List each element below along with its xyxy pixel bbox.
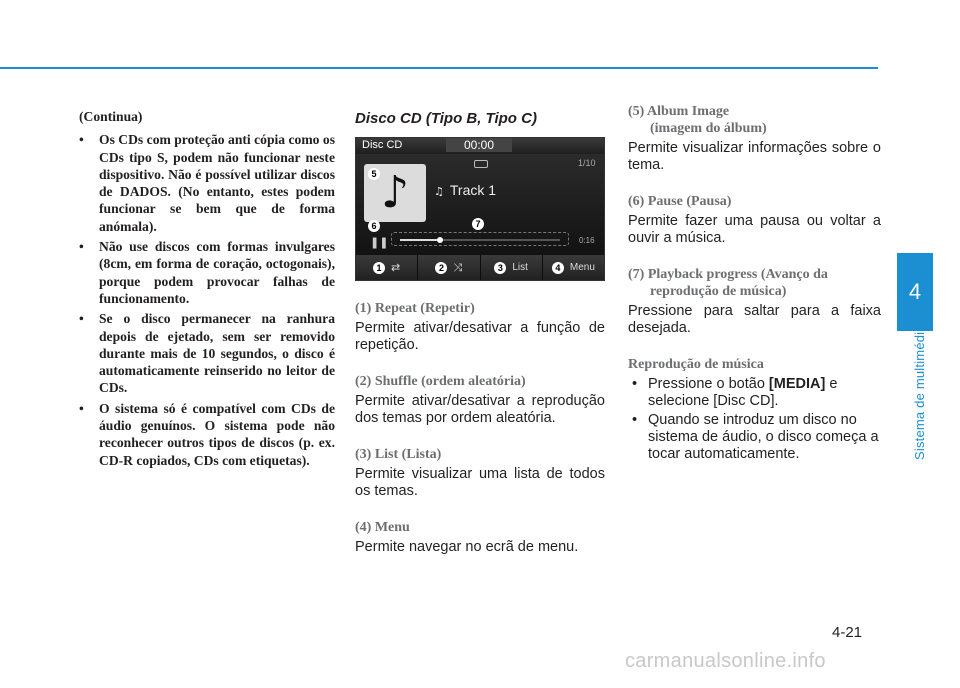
- item-title-line1: (7) Playback progress (Avanço da: [628, 267, 828, 282]
- marker-7: 7: [472, 218, 484, 230]
- middle-column: [355, 103, 605, 575]
- list-item: [628, 376, 881, 410]
- screen-body: [356, 154, 604, 256]
- screen-header: [356, 138, 604, 154]
- item-title-line2: (imagem do álbum): [650, 121, 767, 136]
- repeat-indicator-icon: [474, 160, 488, 168]
- header-rule: [0, 67, 878, 69]
- progress-knob[interactable]: [437, 237, 443, 243]
- item-description: Permite navegar no ecrã de menu.: [355, 539, 579, 555]
- section-heading: Disco CD (Tipo B, Tipo C): [355, 110, 537, 127]
- menu-button[interactable]: [543, 255, 604, 280]
- track-count: 1/10: [578, 158, 596, 168]
- repeat-icon: ⇄: [391, 261, 401, 274]
- item-title: (3) List (Lista): [355, 447, 442, 462]
- progress-track: [400, 239, 560, 241]
- item-description: Permite visualizar uma lista de todos os temas.: [355, 466, 605, 499]
- playback-progress[interactable]: [391, 232, 569, 246]
- marker-6: 6: [368, 220, 380, 232]
- playback-heading: Reprodução de música: [628, 357, 764, 372]
- bullet-text: Pressione o botão: [648, 376, 769, 392]
- item-title-line2: reprodução de música): [650, 284, 787, 299]
- watermark: carmanualsonline.info: [625, 650, 826, 672]
- bullet-text: e selecione [Disc CD].: [648, 376, 838, 409]
- item-description: Permite fazer uma pausa ou voltar a ouvir a música.: [628, 213, 881, 246]
- track-title-text: Track 1: [449, 182, 497, 198]
- button-number: 2: [435, 262, 447, 274]
- list-item: • Quando se introduz um disco no sistema de áudio, o disco começa a tocar automaticamente.: [628, 412, 881, 463]
- chapter-title-text: Sistema de multimédia: [912, 324, 927, 460]
- item-title-line1: (5) Album Image: [628, 104, 730, 119]
- item-description: Permite ativar/desativar a reprodução dos temas por ordem aleatória.: [355, 393, 605, 426]
- repeat-button[interactable]: [356, 255, 418, 280]
- item-description: Permite visualizar informações sobre o tema.: [628, 140, 881, 173]
- item-description: Pressione para saltar para a faixa desejada.: [628, 303, 881, 336]
- music-note-icon: ♪: [380, 167, 410, 218]
- cd-player-screen: [355, 137, 605, 281]
- page-number: 4-21: [832, 624, 863, 641]
- list-button[interactable]: [481, 255, 543, 280]
- list-item: • Se o disco permanecer na ranhura depois de ejetado, sem ser removido durante mais de 10 segundos, o disco é automaticamente reinserido no leitor de CDs.: [79, 310, 335, 396]
- item-title: (2) Shuffle (ordem aleatória): [355, 374, 526, 389]
- item-title: (4) Menu: [355, 520, 410, 535]
- continua-label: (Continua): [79, 109, 143, 124]
- left-column: [79, 103, 335, 472]
- shuffle-icon: ⤨: [453, 260, 463, 274]
- track-title: [434, 182, 496, 198]
- note-icon: ♫: [434, 185, 444, 198]
- source-label: Disc CD: [362, 139, 403, 151]
- chapter-number: 4: [908, 279, 922, 304]
- progress-fill: [400, 239, 440, 241]
- button-number: 3: [494, 262, 506, 274]
- list-item: • O sistema só é compatível com CDs de áudio genuínos. O sistema pode não reconhecer outros tipos de discos (p. ex. CD-R copiados, CDs com etiquetas).: [79, 400, 335, 469]
- item-title: [628, 103, 881, 137]
- elapsed-time: 0:16: [579, 236, 595, 245]
- list-label: List: [512, 262, 528, 273]
- screen-button-bar: [356, 255, 604, 280]
- button-number: 4: [552, 262, 564, 274]
- right-column: [628, 103, 881, 465]
- item-description: Permite ativar/desativar a função de repetição.: [355, 320, 605, 353]
- item-title: (6) Pause (Pausa): [628, 194, 732, 209]
- media-key-label: [MEDIA]: [768, 376, 826, 392]
- button-number: 1: [373, 262, 385, 274]
- chapter-title: [888, 315, 948, 465]
- marker-5: 5: [368, 168, 380, 180]
- list-item: • Os CDs com proteção anti cópia como os CDs tipo S, podem não funcionar neste dispositivo. Não é possível utilizar discos de DADOS. (No entanto, estes podem funcionar se bem que de forma anómala).: [79, 131, 335, 235]
- list-item: • Não use discos com formas invulgares (8cm, em forma de coração, octogonais), porque podem provocar falhas de funcionamento.: [79, 238, 335, 307]
- clock: 00:00: [446, 138, 512, 152]
- menu-label: Menu: [569, 262, 595, 273]
- item-title: (1) Repeat (Repetir): [355, 301, 475, 316]
- pause-icon[interactable]: ❚❚: [370, 236, 389, 249]
- shuffle-button[interactable]: [418, 255, 480, 280]
- item-title: [628, 266, 881, 300]
